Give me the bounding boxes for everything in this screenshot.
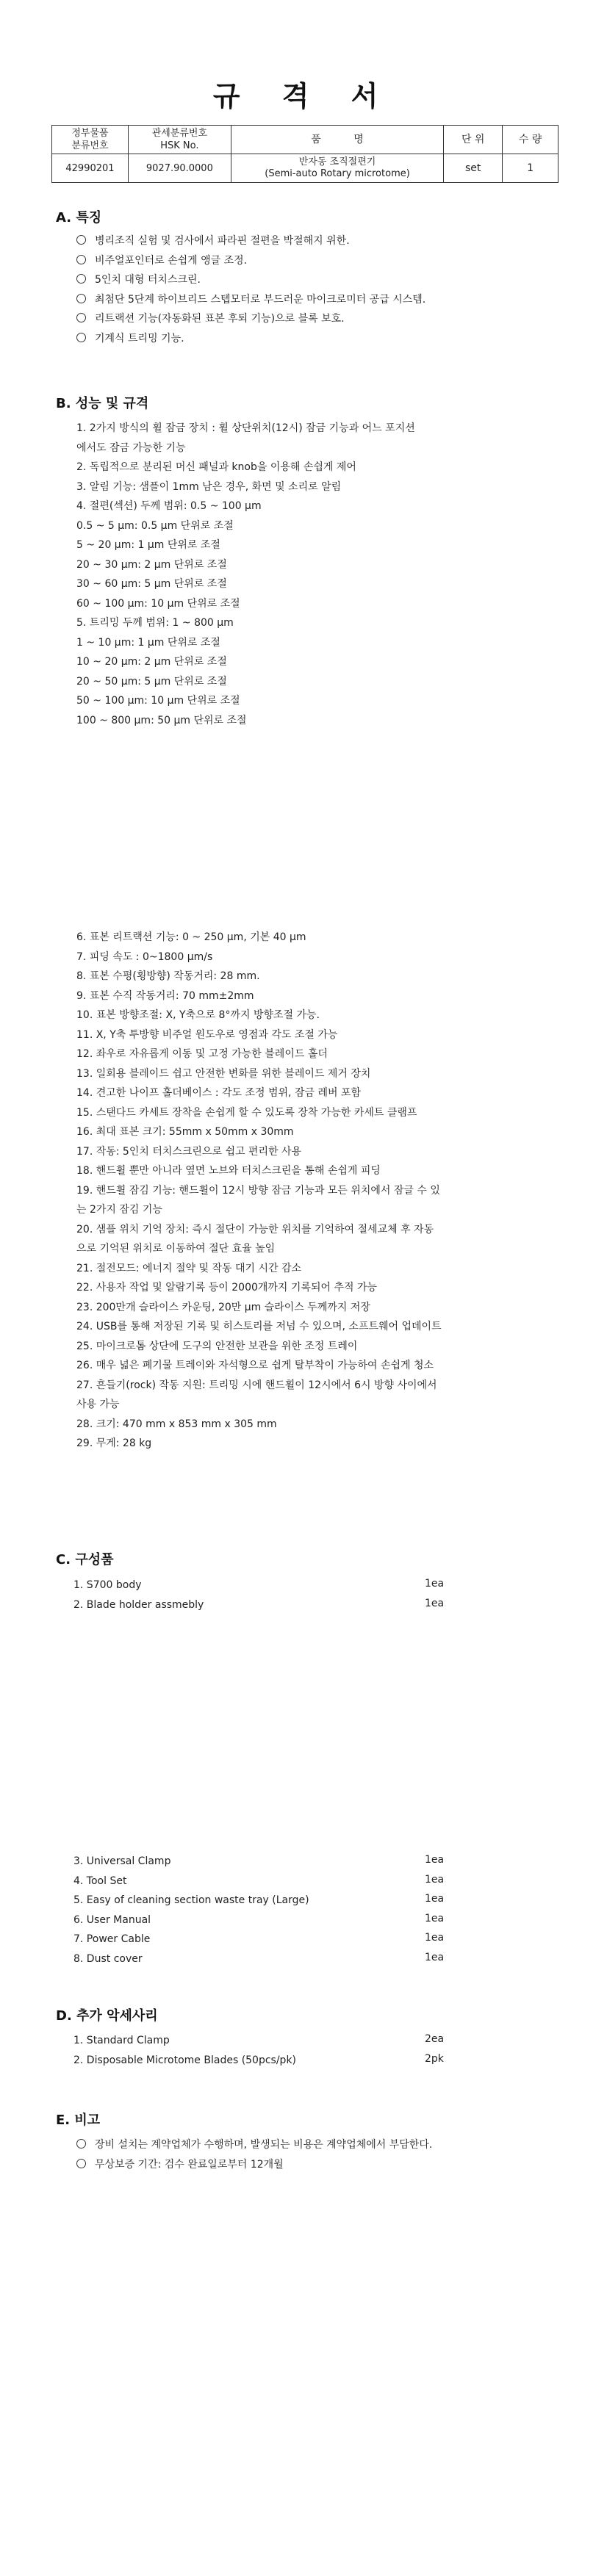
spec-line: 19. 핸드휠 잠김 기능: 핸드휠이 12시 방향 잠금 기능과 모든 위치에서 잠글 수 있: [76, 1184, 440, 1197]
header-category-line2: 분류번호: [71, 140, 109, 151]
spec-line: 는 2가지 잠김 기능: [76, 1204, 162, 1216]
cell-item-name: [231, 154, 443, 183]
feature-item: [76, 331, 184, 346]
cell-unit: set: [444, 154, 503, 183]
spec-line: 1. 2가지 방식의 휠 잠금 장치 : 휠 상단위치(12시) 잠금 기능과 어느 포지션: [76, 422, 415, 434]
feature-item-text: 장비 설치는 계약업체가 수행하며, 발생되는 비용은 계약업체에서 부담한다.: [95, 2139, 433, 2151]
header-hsk-line1: 관세분류번호: [151, 128, 208, 139]
spec-line: 18. 핸드휠 뿐만 아니라 옆면 노브와 터치스크린을 통해 손쉽게 피딩: [76, 1165, 381, 1177]
component-qty: 1ea: [425, 1854, 445, 1866]
circle-bullet-icon: [76, 333, 86, 342]
header-category-line1: 정부물품: [71, 128, 109, 139]
feature-item-text: 5인치 대형 터치스크린.: [95, 274, 201, 286]
component-name: 8. Dust cover: [73, 1952, 143, 1965]
component-qty: 1ea: [425, 1912, 445, 1924]
feature-item: [76, 2157, 284, 2172]
section-heading-b: B. 성능 및 규격: [56, 396, 149, 411]
section-heading-d: D. 추가 악세사리: [56, 2008, 158, 2024]
component-name: 2. Disposable Microtome Blades (50pcs/pk): [73, 2054, 297, 2066]
circle-bullet-icon: [76, 294, 86, 303]
component-qty: 1ea: [425, 1951, 445, 1963]
spec-line: 20 ~ 30 μm: 2 μm 단위로 조절: [76, 558, 227, 571]
cell-hsk-no: 9027.90.0000: [128, 154, 231, 183]
feature-item-text: 무상보증 기간: 검수 완료일로부터 12개월: [95, 2158, 284, 2171]
spec-line: 6. 표본 리트랙션 기능: 0 ~ 250 μm, 기본 40 μm: [76, 931, 306, 943]
circle-bullet-icon: [76, 313, 86, 322]
header-hsk-no: [128, 126, 231, 154]
feature-item: [76, 2137, 432, 2152]
circle-bullet-icon: [76, 2159, 86, 2168]
spec-line: 60 ~ 100 μm: 10 μm 단위로 조절: [76, 597, 240, 610]
component-name: 1. Standard Clamp: [73, 2035, 170, 2046]
spec-line: 20 ~ 50 μm: 5 μm 단위로 조절: [76, 675, 227, 688]
feature-item: [76, 311, 345, 326]
spec-line: 12. 좌우로 자유롭게 이동 및 고정 가능한 블레이드 홀더: [76, 1048, 328, 1060]
spec-line: 9. 표본 수직 작동거리: 70 mm±2mm: [76, 989, 254, 1002]
section-heading-c: C. 구성품: [56, 1552, 114, 1567]
table-row: [52, 154, 558, 183]
circle-bullet-icon: [76, 235, 86, 245]
circle-bullet-icon: [76, 274, 86, 284]
feature-item-text: 리트랙션 기능(자동화된 표본 후퇴 기능)으로 블록 보호.: [95, 313, 345, 325]
component-qty: 1ea: [425, 1578, 445, 1590]
feature-item-text: 병리조직 실험 및 검사에서 파라핀 절편을 박절해지 위한.: [95, 235, 350, 247]
feature-item: [76, 292, 425, 307]
spec-line: 21. 절전모드: 에너지 절약 및 작동 대기 시간 감소: [76, 1262, 302, 1274]
spec-line: 20. 샘플 위치 기억 장치: 즉시 절단이 가능한 위치를 기억하여 절세교체 후 자동: [76, 1223, 434, 1235]
component-qty: 1ea: [425, 1597, 445, 1609]
component-qty: 1ea: [425, 1932, 445, 1944]
feature-item-text: 비주얼포인터로 손쉽게 앵글 조정.: [95, 254, 248, 267]
spec-line: 50 ~ 100 μm: 10 μm 단위로 조절: [76, 695, 240, 707]
feature-item: [76, 234, 350, 248]
spec-line: 27. 흔들기(rock) 작동 지원: 트리밍 시에 핸드휠이 12시에서 6시 방향 사이에서: [76, 1379, 437, 1391]
spec-line: 29. 무게: 28 kg: [76, 1437, 152, 1449]
spec-line: 5 ~ 20 μm: 1 μm 단위로 조절: [76, 539, 220, 551]
component-qty: 2ea: [425, 2033, 445, 2045]
component-name: 4. Tool Set: [73, 1875, 127, 1887]
spec-line: 1 ~ 10 μm: 1 μm 단위로 조절: [76, 636, 220, 649]
header-category-no: [52, 126, 129, 154]
section-heading-e: E. 비고: [56, 2113, 101, 2128]
spec-line: 13. 일회용 블레이드 쉽고 안전한 변화를 위한 블레이드 제거 장치: [76, 1067, 371, 1080]
component-qty: 1ea: [425, 1893, 445, 1905]
component-name: 1. S700 body: [73, 1579, 142, 1591]
feature-item-text: 최첨단 5단계 하이브리드 스텝모터로 부드러운 마이크로미터 공급 시스템.: [95, 293, 426, 306]
component-name: 3. Universal Clamp: [73, 1855, 171, 1867]
spec-line: 사용 가능: [76, 1399, 120, 1410]
spec-line: 0.5 ~ 5 μm: 0.5 μm 단위로 조절: [76, 519, 234, 532]
spec-line: 24. USB를 통해 저장된 기록 및 히스토리를 저넘 수 있으며, 소프트웨어 업데이트: [76, 1321, 442, 1332]
spec-line: 2. 독립적으로 분리된 머신 패널과 knob을 이용해 손쉽게 제어: [76, 461, 356, 473]
spec-line: 22. 사용자 작업 및 알람기록 등이 2000개까지 기록되어 추적 가능: [76, 1282, 377, 1294]
spec-line: 에서도 잠금 가능한 기능: [76, 441, 186, 454]
spec-line: 28. 크기: 470 mm x 853 mm x 305 mm: [76, 1418, 277, 1430]
spec-line: 7. 피딩 속도 : 0~1800 μm/s: [76, 950, 213, 963]
spec-line: 15. 스탠다드 카세트 장착을 손쉽게 할 수 있도록 장착 가능한 카세트 클램프: [76, 1106, 417, 1119]
document-title: 규 격 서: [212, 80, 395, 112]
spec-table: [51, 125, 558, 183]
spec-line: 8. 표본 수평(횡방향) 작동거리: 28 mm.: [76, 970, 260, 982]
spec-line: 3. 알림 기능: 샘플이 1mm 남은 경우, 화면 및 소리로 알림: [76, 480, 342, 493]
spec-line: 14. 견고한 나이프 홀더베이스 : 각도 조정 범위, 잠금 레버 포함: [76, 1087, 361, 1099]
component-name: 2. Blade holder assmebly: [73, 1598, 204, 1611]
section-heading-a: A. 특징: [56, 210, 102, 226]
header-hsk-line2: HSK No.: [160, 140, 199, 151]
feature-item-text: 기계식 트리밍 기능.: [95, 332, 184, 344]
spec-line: 5. 트리밍 두께 범위: 1 ~ 800 μm: [76, 617, 234, 629]
cell-category-no: 42990201: [52, 154, 129, 183]
component-qty: 2pk: [425, 2052, 444, 2065]
feature-item: [76, 253, 247, 268]
spec-line: 11. X, Y축 투방향 비주얼 원도우로 영점과 각도 조절 가능: [76, 1028, 338, 1041]
component-name: 7. Power Cable: [73, 1933, 151, 1945]
table-header-row: [52, 126, 558, 154]
component-name: 6. User Manual: [73, 1913, 151, 1926]
spec-line: 25. 마이크로톰 상단에 도구의 안전한 보관을 위한 조정 트레이: [76, 1340, 358, 1352]
spec-line: 30 ~ 60 μm: 5 μm 단위로 조절: [76, 578, 227, 590]
circle-bullet-icon: [76, 255, 86, 264]
spec-line: 26. 매우 넓은 폐기물 트레이와 자석형으로 쉽게 탈부착이 가능하여 손쉽게 청소: [76, 1360, 434, 1371]
spec-line: 23. 200만개 슬라이스 카운팅, 20만 μm 슬라이스 두께까지 저장: [76, 1301, 370, 1313]
spec-line: 16. 최대 표본 크기: 55mm x 50mm x 30mm: [76, 1126, 294, 1138]
circle-bullet-icon: [76, 2139, 86, 2149]
component-name: 5. Easy of cleaning section waste tray (Large): [73, 1894, 309, 1906]
cell-qty: 1: [503, 154, 558, 183]
spec-line: 10. 표본 방향조절: X, Y축으로 8°까지 방향조절 가능.: [76, 1009, 320, 1021]
component-qty: 1ea: [425, 1873, 445, 1886]
spec-line: 17. 작동: 5인치 터치스크린으로 쉽고 편리한 사용: [76, 1145, 302, 1158]
spec-line: 4. 절편(섹션) 두께 범위: 0.5 ~ 100 μm: [76, 500, 262, 512]
spec-line: 으로 기억된 위치로 이동하여 절단 효율 높임: [76, 1243, 276, 1255]
spec-line: 10 ~ 20 μm: 2 μm 단위로 조절: [76, 656, 227, 668]
cell-item-name-line1: 반자동 조직절편기: [298, 156, 376, 167]
feature-item: [76, 273, 201, 287]
header-qty: 수 량: [503, 126, 558, 154]
header-item-name: 품 명: [231, 126, 443, 154]
header-unit: 단 위: [444, 126, 503, 154]
spec-line: 100 ~ 800 μm: 50 μm 단위로 조절: [76, 714, 247, 726]
cell-item-name-line2: (Semi-auto Rotary microtome): [265, 168, 410, 179]
